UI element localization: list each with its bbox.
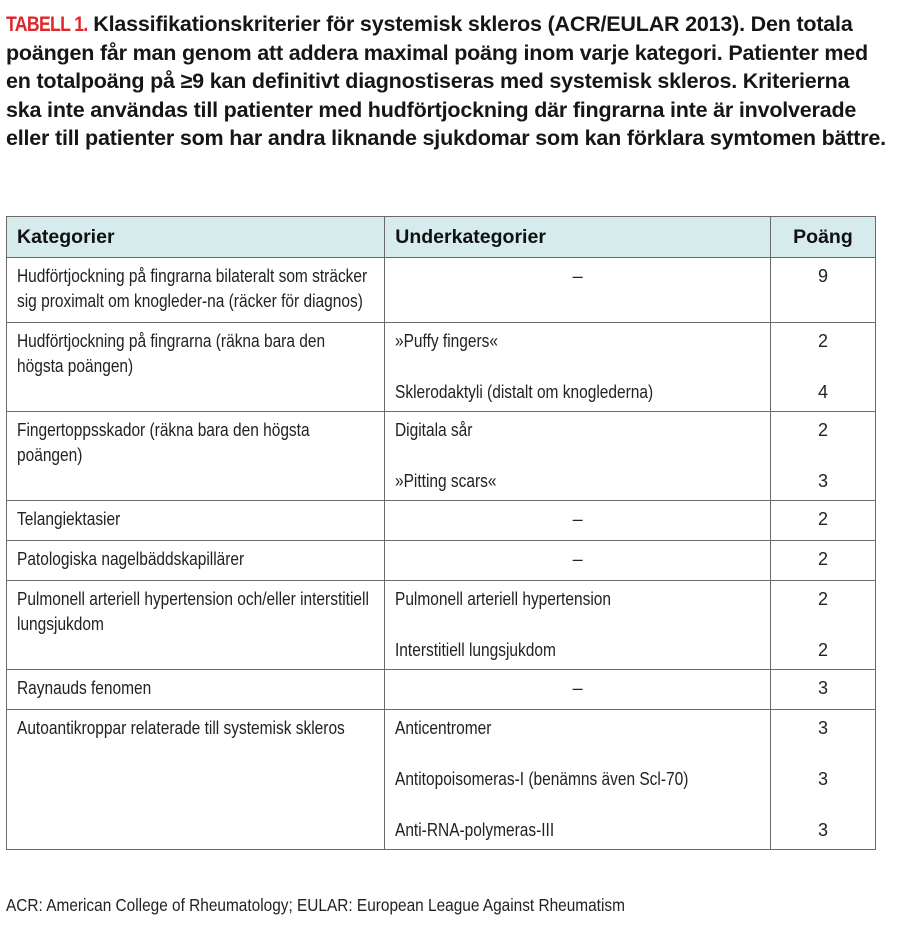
category-cell (7, 323, 385, 412)
table-row (7, 323, 876, 412)
subcategory-cell (385, 258, 771, 323)
points-value: 2 (817, 509, 828, 529)
points-cell (770, 541, 875, 581)
subcategory-cell (385, 581, 771, 670)
points-value: 3 (817, 471, 828, 491)
points-value: 3 (817, 769, 828, 789)
subcategory-cell (385, 710, 771, 850)
subcategory-text: – (572, 549, 583, 569)
category-text: Patologiska nagelbäddskapillärer (17, 549, 245, 569)
footnote (6, 895, 709, 916)
points-cell (770, 323, 875, 412)
table-row (7, 258, 876, 323)
category-text: Hudförtjockning på fingrarna bilateralt som sträcker sig proximalt om knogleder-na (räcker för diagnos) (17, 266, 368, 311)
points-cell (770, 501, 875, 541)
points-value: 2 (817, 420, 828, 440)
points-value: 2 (817, 549, 828, 569)
subcategory-text: Antitopoisomeras-I (benämns även Scl-70) (395, 769, 689, 789)
subcategory-text: Interstitiell lungsjukdom (395, 640, 557, 660)
category-cell (7, 412, 385, 501)
table-row (7, 670, 876, 710)
points-value: 2 (817, 589, 828, 609)
category-text: Telangiektasier (17, 509, 121, 529)
subcategory-text: Sklerodaktyli (distalt om knoglederna) (395, 382, 654, 402)
points-cell (770, 258, 875, 323)
points-cell (770, 670, 875, 710)
points-value: 3 (817, 820, 828, 840)
category-cell (7, 501, 385, 541)
table-row (7, 501, 876, 541)
subcategory-text: Anti-RNA-polymeras-III (395, 820, 555, 840)
table-label: TABELL 1. (6, 12, 88, 36)
points-value: 4 (817, 382, 828, 402)
points-value: 9 (817, 266, 828, 286)
category-text: Hudförtjockning på fingrarna (räkna bara den högsta poängen) (17, 331, 326, 376)
points-cell (770, 710, 875, 850)
header-subcategory: Underkategorier (385, 217, 771, 258)
points-value: 2 (817, 640, 828, 660)
table-row (7, 710, 876, 850)
table-caption (6, 10, 886, 153)
subcategory-text: Digitala sår (395, 420, 473, 440)
category-text: Pulmonell arteriell hypertension och/eller interstitiell lungsjukdom (17, 589, 369, 634)
points-value: 3 (817, 678, 828, 698)
category-text: Raynauds fenomen (17, 678, 152, 698)
classification-table (6, 216, 876, 850)
subcategory-text: Pulmonell arteriell hypertension (395, 589, 612, 609)
table-row (7, 581, 876, 670)
points-value: 2 (817, 331, 828, 351)
subcategory-cell (385, 501, 771, 541)
header-points: Poäng (770, 217, 875, 258)
category-cell (7, 258, 385, 323)
caption-text: Klassifikationskriterier för systemisk skleros (ACR/EULAR 2013). Den totala poängen får man genom att addera maximal poäng inom varje kategori. Patienter med en totalpoäng på ≥9 kan definitivt diagnostiseras med systemisk skleros. Kriterierna ska inte användas till patienter med hudförtjockning där fingrarna inte är involverade eller till patienter som har andra liknande sjukdomar som kan förklara symtomen bättre. (6, 12, 886, 151)
points-cell (770, 581, 875, 670)
header-category: Kategorier (7, 217, 385, 258)
category-cell (7, 710, 385, 850)
table-row (7, 412, 876, 501)
subcategory-text: »Puffy fingers« (395, 331, 499, 351)
category-text: Fingertoppsskador (räkna bara den högsta poängen) (17, 420, 310, 465)
subcategory-cell (385, 670, 771, 710)
table-header-row (7, 217, 876, 258)
table-row (7, 541, 876, 581)
points-cell (770, 412, 875, 501)
points-value: 3 (817, 718, 828, 738)
category-text: Autoantikroppar relaterade till systemisk skleros (17, 718, 345, 738)
subcategory-cell (385, 412, 771, 501)
category-cell (7, 581, 385, 670)
subcategory-text: »Pitting scars« (395, 471, 497, 491)
subcategory-text: Anticentromer (395, 718, 492, 738)
subcategory-text: – (572, 678, 583, 698)
subcategory-text: – (572, 509, 583, 529)
category-cell (7, 670, 385, 710)
subcategory-cell (385, 541, 771, 581)
footnote-text: ACR: American College of Rheumatology; EULAR: European League Against Rheumatism (6, 895, 625, 915)
category-cell (7, 541, 385, 581)
subcategory-text: – (572, 266, 583, 286)
subcategory-cell (385, 323, 771, 412)
